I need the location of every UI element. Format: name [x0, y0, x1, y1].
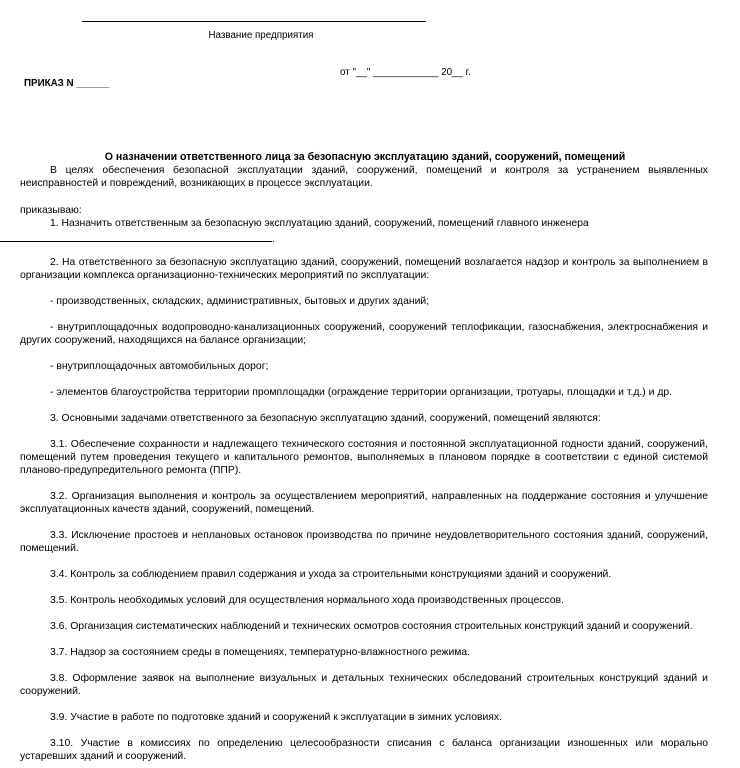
paragraph-3-3: 3.3. Исключение простоев и неплановых остановок производства по причине неудовлетворительного состояния зданий, сооружений, помещений. — [20, 530, 708, 554]
organization-name-line — [82, 21, 426, 22]
paragraph-3-6: 3.6. Организация систематических наблюдений и технических осмотров состояния строительных конструкций зданий и сооружений. — [50, 621, 693, 632]
order-date: от "__" ____________ 20__ г. — [340, 67, 471, 78]
paragraph-3-9: 3.9. Участие в работе по подготовке зданий и сооружений к эксплуатации в зимних условиях. — [50, 712, 503, 723]
chief-engineer-name-line — [0, 230, 272, 242]
paragraph-1 — [20, 217, 708, 246]
paragraph-3-1: 3.1. Обеспечение сохранности и надлежащего технического состояния и постоянной эксплуатационной годности зданий, сооружений, помещений путем проведения текущего и капитального ремонтов, выполняемых в плановом порядке в соответствии с единой системой планово-предупредительного ремонта (ППР). — [20, 439, 708, 476]
paragraph-3-4: 3.4. Контроль за соблюдением правил содержания и ухода за строительными конструкциями зданий и сооружений. — [50, 569, 612, 580]
order-number: ПРИКАЗ N ______ — [24, 78, 110, 89]
paragraph-3-2: 3.2. Организация выполнения и контроль за осуществлением мероприятий, направленных на поддержание состояния и улучшение эксплуатационных качеств зданий, сооружений, помещений. — [20, 491, 708, 515]
intro-paragraph: В целях обеспечения безопасной эксплуатации зданий, сооружений, помещений и контроля за устранением выявленных неисправностей и повреждений, возникающих в процессе эксплуатации. — [20, 165, 708, 189]
bullet-4: - элементов благоустройства территории промплощадки (ограждение территории организации, тротуары, площадки и т.д.) и др. — [50, 387, 673, 398]
order-word: приказываю: — [20, 205, 82, 216]
organization-name-caption: Название предприятия — [208, 30, 314, 41]
paragraph-2: 2. На ответственного за безопасную эксплуатацию зданий, сооружений, помещений возлагается надзор и контроль за выполнением в организации комплекса организационно-технических мероприятий по эксплуатации: — [20, 257, 708, 281]
paragraph-3-10: 3.10. Участие в комиссиях по определению целесообразности списания с баланса организации изношенных или морально устаревших зданий и сооружений. — [20, 738, 708, 762]
document-title: О назначении ответственного лица за безопасную эксплуатацию зданий, сооружений, помещений — [104, 151, 626, 163]
paragraph-3-5: 3.5. Контроль необходимых условий для осуществления нормального хода производственных процессов. — [50, 595, 564, 606]
paragraph-3: 3. Основными задачами ответственного за безопасную эксплуатацию зданий, сооружений, помещений являются: — [50, 413, 601, 424]
paragraph-1-end: . — [272, 234, 275, 245]
paragraph-1-text: 1. Назначить ответственным за безопасную эксплуатацию зданий, сооружений, помещений главного инженера — [50, 218, 589, 229]
paragraph-3-7: 3.7. Надзор за состоянием среды в помещениях, температурно-влажностного режима. — [50, 647, 471, 658]
bullet-3: - внутриплощадочных автомобильных дорог; — [50, 361, 269, 372]
bullet-2: - внутриплощадочных водопроводно-канализационных сооружений, сооружений теплофикации, газоснабжения, электроснабжения и других сооружений, находящихся на балансе организации; — [20, 322, 708, 346]
paragraph-3-8: 3.8. Оформление заявок на выполнение визуальных и детальных технических обследований строительных конструкций зданий и сооружений. — [20, 673, 708, 697]
bullet-1: - производственных, складских, административных, бытовых и других зданий; — [50, 296, 430, 307]
